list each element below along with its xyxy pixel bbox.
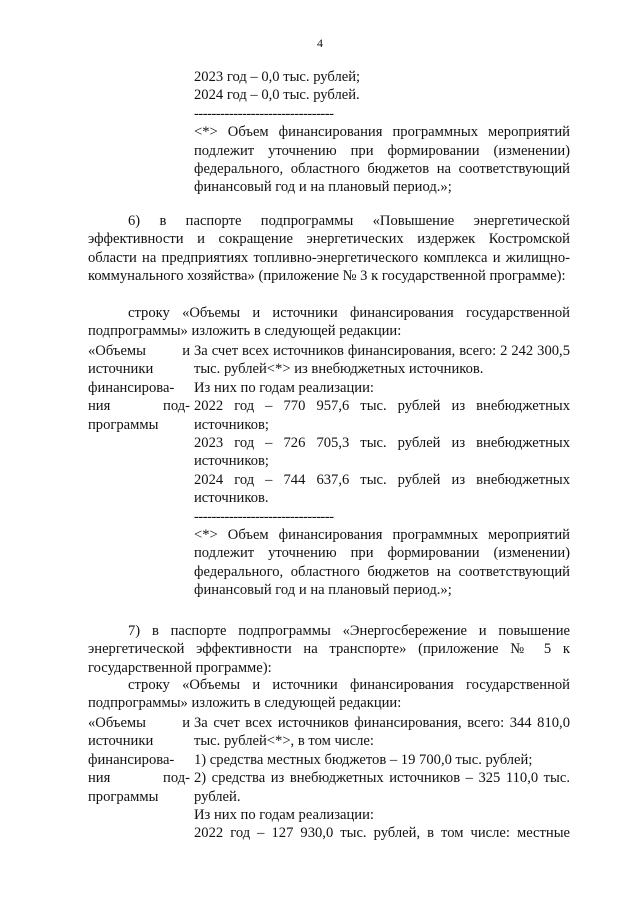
item7-paragraph: 7) в паспорте подпрограммы «Энергосбережение и повышение энергетической эффективности на транспорте» (приложение № 5 к государственной программе): [88, 623, 570, 676]
top-block [194, 68, 570, 197]
by-years: Из них по годам реализации: [194, 807, 374, 824]
label-line: «Объемы и [88, 343, 190, 359]
footnote: <*> Объем финансирования программных мероприятий подлежит уточнению при формировании (изменении) федерального, областного бюджетов на соответствующий финансовый год и на плановый период.»; [194, 527, 570, 599]
page-number: 4 [317, 36, 323, 50]
year-line: 2024 год – 0,0 тыс. рублей. [194, 87, 360, 104]
separator: -------------------------------- [194, 105, 334, 122]
label-line: финансирова- [88, 751, 175, 768]
item7-instruction: строку «Объемы и источники финансирования государственной подпрограммы» изложить в следующей редакции: [88, 677, 570, 712]
label-line: источники [88, 733, 154, 750]
label-line: программы [88, 788, 159, 805]
label-line: источники [88, 361, 154, 378]
total-text: За счет всех источников финансирования, всего: 2 242 300,5 тыс. рублей<*> из внебюджетных источников. [194, 343, 570, 378]
total-text: За счет всех источников финансирования, всего: 344 810,0 тыс. рублей<*>, в том числе: [194, 715, 570, 750]
by-years: Из них по годам реализации: [194, 379, 374, 396]
label-line: программы [88, 416, 159, 433]
item6-right-block [194, 342, 570, 600]
source-item-2: 2) средства из внебюджетных источников – 325 110,0 тыс. рублей. [194, 770, 570, 805]
label-line: ния под- [88, 770, 190, 787]
item7-right-block [194, 714, 570, 843]
item6-instruction: строку «Объемы и источники финансирования государственной подпрограммы» изложить в следующей редакции: [88, 305, 570, 340]
item6-left-label [88, 342, 190, 434]
label-line: финансирова- [88, 379, 175, 396]
source-item-1: 1) средства местных бюджетов – 19 700,0 тыс. рублей; [194, 751, 533, 768]
year-line: 2023 год – 0,0 тыс. рублей; [194, 69, 361, 85]
year-2024: 2024 год – 744 637,6 тыс. рублей из внебюджетных источников. [194, 471, 570, 507]
item7-left-label [88, 714, 190, 806]
year-2022: 2022 год – 127 930,0 тыс. рублей, в том числе: местные [194, 825, 570, 842]
year-2022: 2022 год – 770 957,6 тыс. рублей из внебюджетных источников; [194, 398, 570, 433]
footnote: <*> Объем финансирования программных мероприятий подлежит уточнению при формировании (изменении) федерального, областного бюджетов на соответствующий финансовый год и на плановый период.»; [194, 124, 570, 196]
label-line: ния под- [88, 398, 190, 415]
separator: -------------------------------- [194, 508, 334, 525]
year-2023: 2023 год – 726 705,3 тыс. рублей из внебюджетных источников; [194, 435, 570, 470]
item6-paragraph: 6) в паспорте подпрограммы «Повышение энергетической эффективности и сокращение энергетических издержек Костромской области на предприятиях топливно-энергетического комплекса и жилищно-коммунального хозяйства» (приложение № 3 к государственной программе): [88, 213, 570, 285]
label-line: «Объемы и [88, 715, 190, 731]
